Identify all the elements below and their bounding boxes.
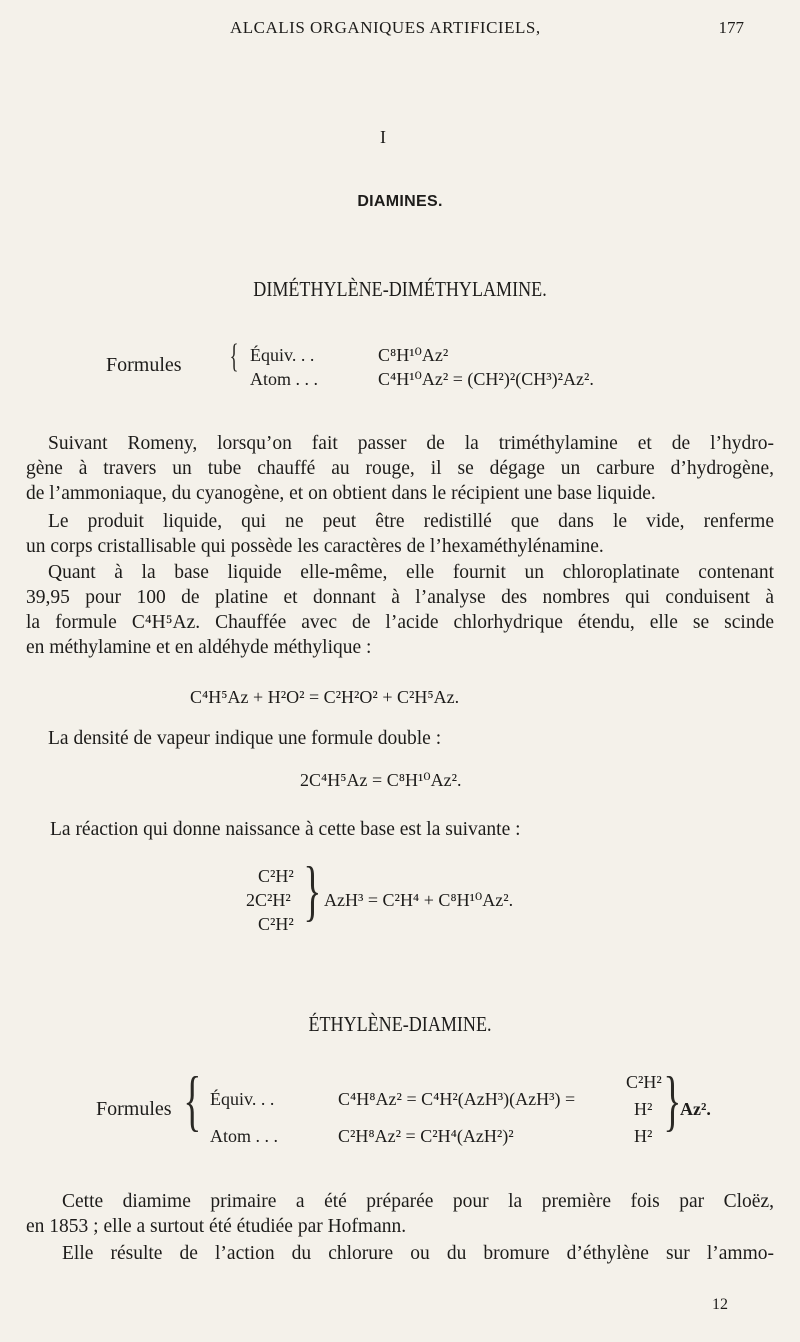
- text-line: en méthylamine et en aldéhyde méthylique :: [26, 637, 372, 658]
- equation-double-formula: 2C⁴H⁵Az = C⁸H¹⁰Az².: [300, 770, 462, 790]
- text-line: la formule C⁴H⁵Az. Chauffée avec de l’acide chlorhydrique étendu, elle se scinde: [26, 612, 774, 633]
- reactant-middle: 2C²H²: [246, 890, 291, 910]
- stack-bottom: H²: [634, 1126, 653, 1146]
- text-line: de l’ammoniaque, du cyanogène, et on obtient dans le récipient une base liquide.: [26, 483, 656, 504]
- text-line: Le produit liquide, qui ne peut être redistillé que dans le vide, renferme: [48, 511, 774, 532]
- text-line: gène à travers un tube chauffé au rouge, il se dégage un carbure d’hydrogène,: [26, 458, 774, 479]
- left-brace: {: [229, 338, 239, 375]
- equiv-formula: C⁸H¹⁰Az²: [378, 345, 449, 365]
- paragraph-reaction: La réaction qui donne naissance à cette base est la suivante :: [50, 819, 521, 840]
- paragraph-cloez: [26, 1189, 774, 1239]
- section-number: I: [380, 127, 386, 147]
- paragraph-vapour-density: La densité de vapeur indique une formule double :: [48, 728, 442, 749]
- right-brace: }: [663, 1062, 682, 1138]
- equation-hydrolysis: C⁴H⁵Az + H²O² = C²H²O² + C²H⁵Az.: [190, 687, 460, 707]
- compound-title-dimethylene: DIMÉTHYLÈNE-DIMÉTHYLAMINE.: [253, 277, 547, 301]
- page-number: 177: [718, 18, 744, 37]
- atom-label: Atom . . .: [250, 369, 319, 389]
- paragraph-liquid-product: [26, 509, 774, 559]
- paragraph-romeny: [26, 431, 774, 506]
- atom-label: Atom . . .: [210, 1126, 279, 1146]
- text-line: en 1853 ; elle a surtout été étudiée par Hofmann.: [26, 1216, 407, 1237]
- text-line: Cette diamime primaire a été préparée pour la première fois par Cloëz,: [62, 1191, 774, 1212]
- stack-middle: H²: [634, 1099, 653, 1119]
- right-brace: }: [303, 852, 322, 928]
- atom-formula: C²H⁸Az² = C²H⁴(AzH²)²: [338, 1126, 514, 1146]
- paragraph-origin: [26, 1241, 774, 1266]
- running-header: ALCALIS ORGANIQUES ARTIFICIELS,: [230, 18, 541, 37]
- text-line: Elle résulte de l’action du chlorure ou du bromure d’éthylène sur l’ammo-: [62, 1243, 774, 1264]
- equiv-label: Équiv. . .: [250, 345, 315, 365]
- atom-formula: C⁴H¹⁰Az² = (CH²)²(CH³)²Az².: [378, 369, 594, 389]
- reactant-top: C²H²: [258, 866, 294, 886]
- paragraph-liquid-base: [26, 560, 774, 660]
- text-line: 39,95 pour 100 de platine et donnant à l’analyse des nombres qui conduisent à: [26, 587, 774, 608]
- reaction-products: AzH³ = C²H⁴ + C⁸H¹⁰Az².: [324, 890, 514, 910]
- text-line: Suivant Romeny, lorsqu’on fait passer de la triméthylamine et de l’hydro-: [48, 433, 774, 454]
- text-line: un corps cristallisable qui possède les caractères de l’hexaméthylénamine.: [26, 536, 604, 557]
- stack-suffix: Az².: [680, 1099, 711, 1119]
- left-brace: {: [183, 1062, 202, 1138]
- compound-title-ethylenediamine: ÉTHYLÈNE-DIAMINE.: [308, 1012, 492, 1036]
- text-line: Quant à la base liquide elle-même, elle fournit un chloroplatinate contenant: [48, 562, 774, 583]
- reactant-bottom: C²H²: [258, 914, 294, 934]
- section-heading: DIAMINES.: [357, 193, 443, 210]
- formulas-label: Formules: [96, 1098, 172, 1120]
- signature-number: 12: [712, 1296, 728, 1313]
- stack-top: C²H²: [626, 1072, 662, 1092]
- formulas-label: Formules: [106, 354, 182, 376]
- equiv-formula: C⁴H⁸Az² = C⁴H²(AzH³)(AzH³) =: [338, 1089, 576, 1109]
- equiv-label: Équiv. . .: [210, 1089, 275, 1109]
